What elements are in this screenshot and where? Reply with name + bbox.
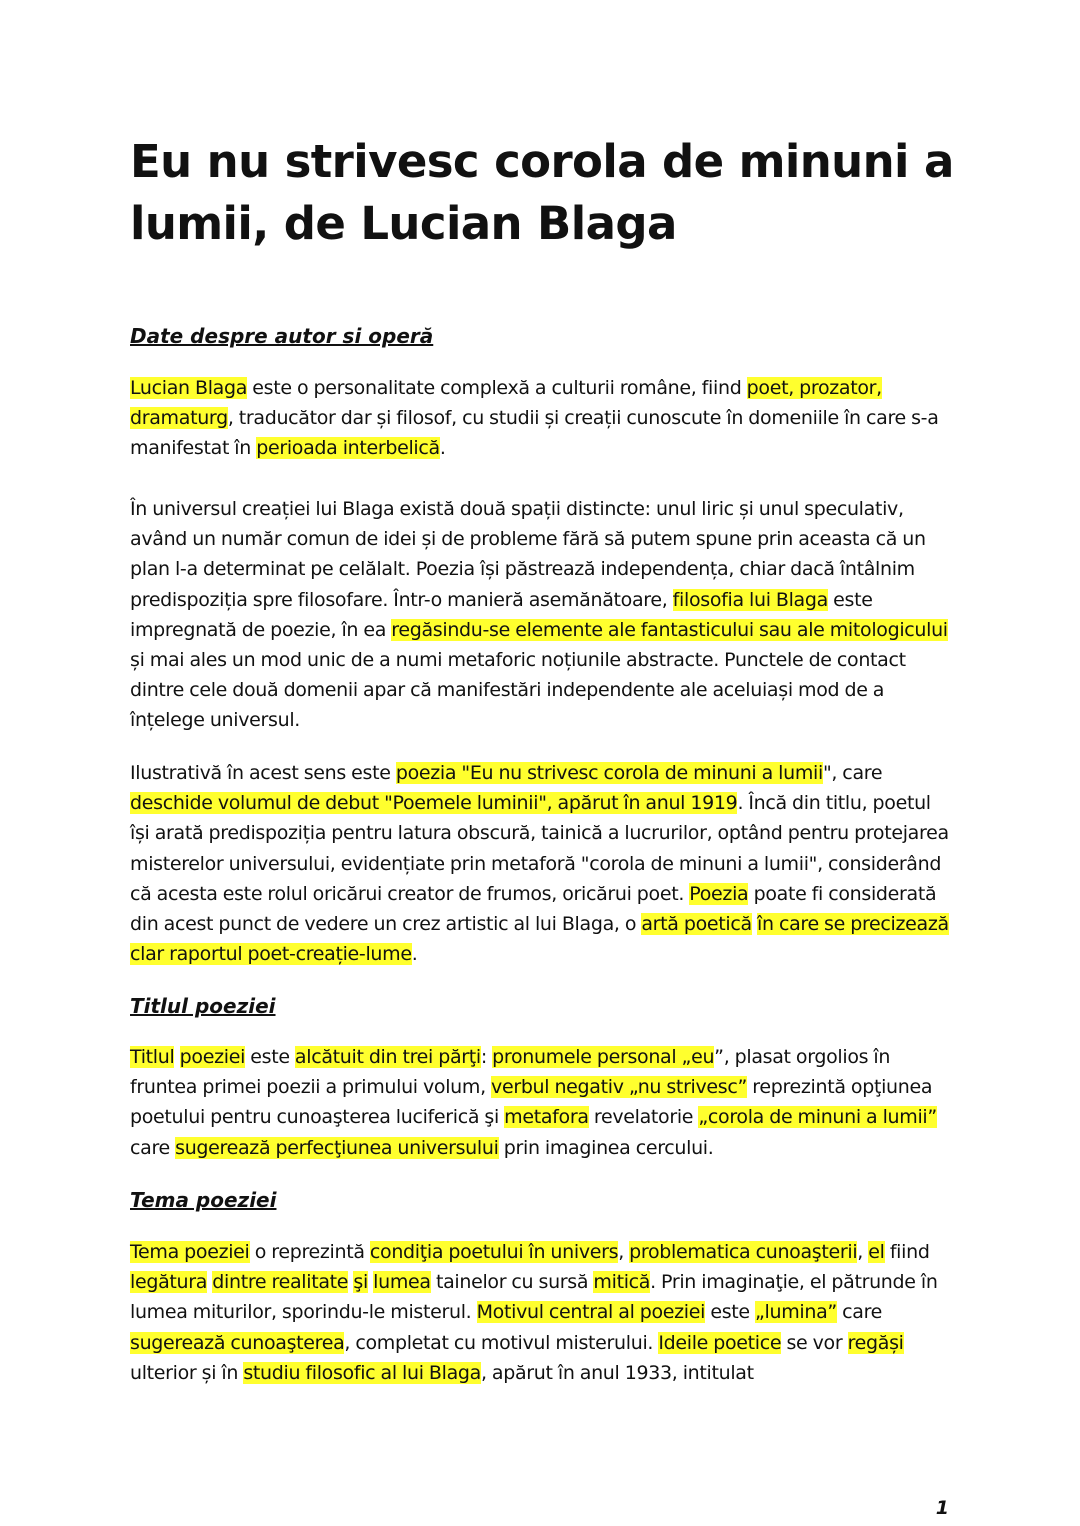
page-number: 1	[935, 1497, 949, 1519]
highlight: în care se precizează clar raportul poet-creație-lume	[130, 913, 949, 966]
highlight: şi	[353, 1271, 368, 1294]
text-span: ,	[618, 1241, 630, 1263]
highlight: Titlul	[130, 1046, 175, 1068]
text-span: poate fi considerată din acest punct de vedere un crez artistic al lui Blaga, o	[130, 882, 937, 936]
highlight: Tema poeziei	[130, 1241, 250, 1263]
highlight: regăsindu-se elemente ale fantasticului sau ale mitologicului	[391, 618, 948, 641]
text-span: tainelor cu sursă	[430, 1271, 594, 1294]
highlight: dintre realitate	[212, 1271, 349, 1294]
highlight: poeziei	[179, 1046, 246, 1068]
text-span: :	[480, 1046, 493, 1068]
highlight: problematica cunoaşterii	[629, 1241, 858, 1263]
text-span: fiind	[884, 1241, 930, 1263]
paragraph-ilustrativa	[130, 758, 952, 969]
text-span: este o personalitate complexă a culturii române, fiind	[247, 377, 747, 399]
section-heading-date-despre-autor: Date despre autor si operă	[130, 324, 434, 348]
text-span: se vor	[781, 1331, 848, 1354]
text-span: . Prin imaginaţie, el pătrunde în lumea miturilor, sporindu-le misterul.	[130, 1271, 938, 1324]
highlight: lumea	[373, 1271, 431, 1294]
highlight: alcătuit din trei părţi	[294, 1046, 481, 1068]
highlight: deschide volumul de debut "Poemele luminii", apărut în anul 1919	[130, 792, 738, 815]
highlight: regăși	[847, 1331, 904, 1354]
highlight: perioada interbelică	[256, 437, 440, 460]
highlight: mitică	[593, 1271, 651, 1294]
highlight: artă poetică	[641, 913, 752, 936]
highlight: „lumina”	[755, 1301, 837, 1324]
highlight: el	[868, 1241, 885, 1263]
text-span	[174, 1046, 179, 1068]
text-span: , completat cu motivul misterului.	[344, 1331, 659, 1354]
text-span: este	[245, 1046, 295, 1068]
highlight: Motivul central al poeziei	[476, 1301, 706, 1324]
highlight: legătura	[130, 1271, 208, 1294]
text-span: prin imaginea cercului.	[498, 1136, 714, 1159]
text-span: .	[439, 437, 446, 460]
highlight: Lucian Blaga	[130, 377, 248, 399]
text-span: . Încă din titlu, poetul își arată predispoziția pentru latura obscură, tainică a lucrurilor, optând pentru protejarea misterelor universului, evidențiate prin metaforă "corola de minuni a lumii", considerând că acesta este rolul oricărui creator de frumos, oricărui poet.	[130, 792, 949, 905]
text-span: .	[411, 943, 418, 966]
highlight: studiu filosofic al lui Blaga	[243, 1361, 481, 1384]
highlight: sugerează cunoaşterea	[130, 1331, 345, 1354]
section-heading-tema-poeziei: Tema poeziei	[130, 1188, 277, 1212]
text-span: ”, plasat orgolios în fruntea primei poezii a primului volum,	[130, 1046, 891, 1099]
section-heading-titlul-poeziei: Titlul poeziei	[130, 994, 276, 1018]
highlight: filosofia lui Blaga	[672, 588, 828, 611]
highlight: Poezia	[689, 882, 749, 905]
paragraph-titlul	[130, 1042, 952, 1163]
highlight: metafora	[504, 1106, 589, 1129]
text-span: revelatorie	[588, 1106, 699, 1129]
highlight: verbul negativ „nu strivesc”	[491, 1076, 748, 1099]
highlight: „corola de minuni a lumii”	[698, 1106, 937, 1129]
highlight: sugerează perfecţiunea universului	[175, 1136, 499, 1159]
highlight: poet, prozator, dramaturg	[130, 377, 882, 430]
paragraph-univers-creatie	[130, 494, 952, 736]
text-span: ulterior și în	[130, 1361, 244, 1384]
document-title: Eu nu strivesc corola de minuni a lumii, de Lucian Blaga	[130, 135, 954, 250]
text-span: , apărut în anul 1933, intitulat	[480, 1361, 754, 1384]
text-span: reprezintă opţiunea poetului pentru cunoaşterea luciferică şi	[130, 1076, 933, 1129]
text-span: , traducător dar și filosof, cu studii și creații cunoscute în domeniile în care s-a manifestat în	[130, 407, 939, 460]
text-span: este impregnată de poezie, în ea	[130, 588, 873, 641]
text-span: și mai ales un mod unic de a numi metaforic noțiunile abstracte. Punctele de contact dintre cele două domenii apar că manifestări independente ale aceluiași mod de a înțelege universul.	[130, 649, 906, 732]
text-span: este	[705, 1301, 755, 1324]
highlight: condiţia poetului în univers	[369, 1241, 619, 1263]
text-span: ", care	[822, 762, 883, 784]
text-span: ,	[857, 1241, 869, 1263]
text-span: o reprezintă	[249, 1241, 370, 1263]
text-span: care	[130, 1136, 176, 1159]
text-span: care	[836, 1301, 883, 1324]
paragraph-autor	[130, 373, 952, 464]
highlight: Ideile poetice	[658, 1331, 782, 1354]
highlight: pronumele personal „eu	[492, 1046, 715, 1068]
paragraph-tema	[130, 1237, 952, 1388]
text-span: În universul creației lui Blaga există două spații distincte: unul liric și unul speculativ, având un număr comun de idei și de probleme fără să putem spune prin aceasta că un plan l-a determinat pe celălalt. Poezia își păstrează independența, chiar dacă întâlnim predispoziția spre filosofare. Într-o manieră asemănătoare,	[130, 498, 926, 611]
text-span: Ilustrativă în acest sens este	[130, 762, 396, 784]
highlight: poezia "Eu nu strivesc corola de minuni a lumii	[395, 762, 823, 784]
